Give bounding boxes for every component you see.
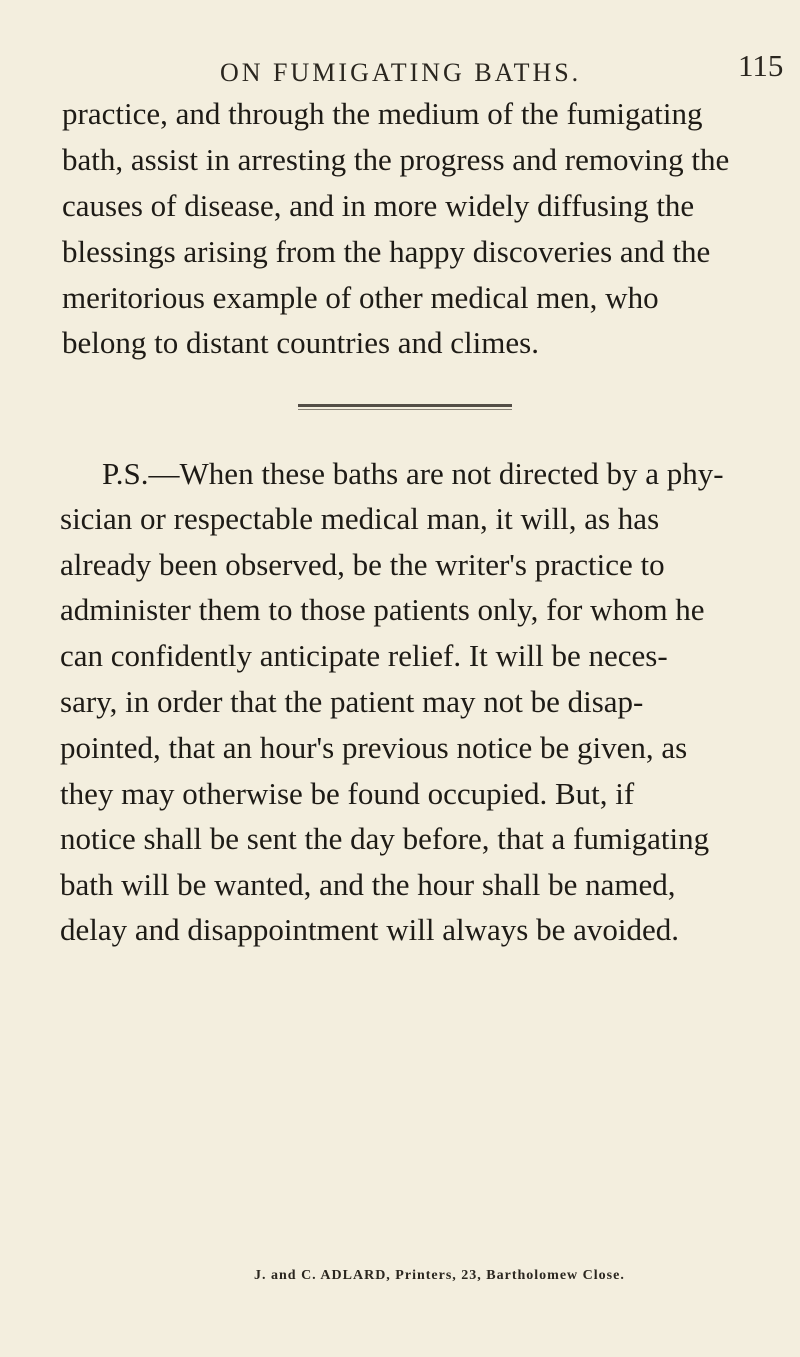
- text-line: they may otherwise be found occupied. But, if: [60, 776, 635, 811]
- text-line: bath will be wanted, and the hour shall be named,: [60, 867, 676, 902]
- text-line: sician or respectable medical man, it will, as has: [60, 501, 660, 536]
- text-line: sary, in order that the patient may not be disap-: [60, 684, 644, 719]
- text-line: P.S.—When these baths are not directed by a phy-: [102, 456, 724, 491]
- text-line: already been observed, be the writer's practice to: [60, 547, 665, 582]
- section-divider-underline: [298, 409, 512, 410]
- page-number: 115: [738, 48, 784, 83]
- text-line: bath, assist in arresting the progress and removing the: [62, 142, 730, 177]
- section-divider: [298, 404, 512, 407]
- text-line: practice, and through the medium of the fumigating: [62, 96, 703, 131]
- text-line: administer them to those patients only, for whom he: [60, 592, 705, 627]
- text-line: blessings arising from the happy discoveries and the: [62, 234, 711, 269]
- running-head: ON FUMIGATING BATHS.: [220, 58, 582, 87]
- text-line: notice shall be sent the day before, that a fumigating: [60, 821, 710, 856]
- text-line: meritorious example of other medical men, who: [62, 280, 659, 315]
- text-line: pointed, that an hour's previous notice be given, as: [60, 730, 688, 765]
- printer-imprint: J. and C. ADLARD, Printers, 23, Bartholomew Close.: [254, 1268, 625, 1283]
- text-line: causes of disease, and in more widely diffusing the: [62, 188, 695, 223]
- text-line: can confidently anticipate relief. It will be neces-: [60, 638, 668, 673]
- text-line: belong to distant countries and climes.: [62, 325, 539, 360]
- text-line: delay and disappointment will always be avoided.: [60, 912, 679, 947]
